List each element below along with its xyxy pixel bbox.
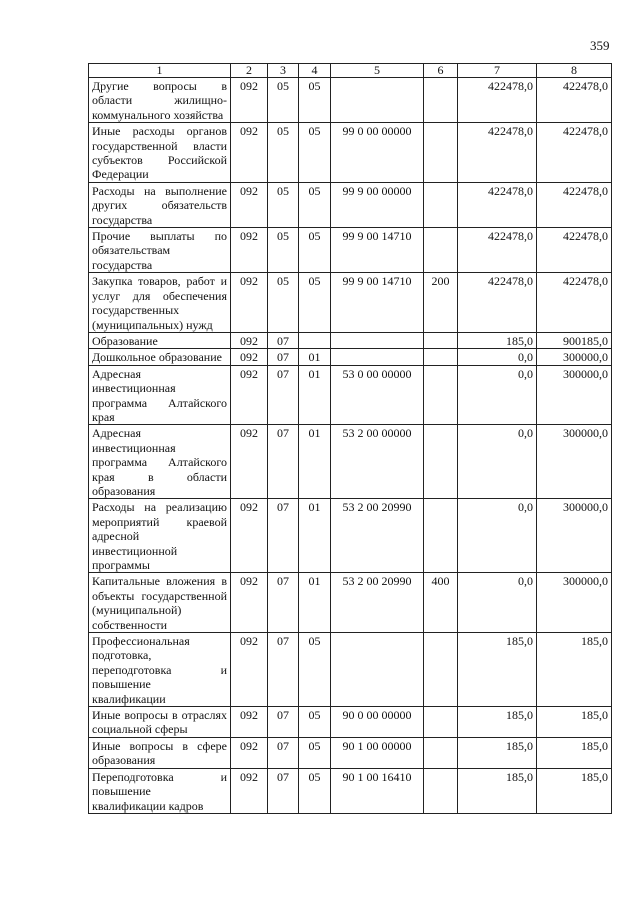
admin-code-cell: 092 <box>231 182 268 227</box>
table-row <box>89 707 612 738</box>
subsection-code-cell: 05 <box>299 78 331 123</box>
section-code-cell: 07 <box>268 707 299 738</box>
amount-col7-cell: 0,0 <box>458 425 537 499</box>
target-article-cell <box>331 349 424 365</box>
amount-col7-cell: 185,0 <box>458 633 537 707</box>
table-row <box>89 332 612 348</box>
admin-code-cell: 092 <box>231 123 268 183</box>
target-article-cell: 99 9 00 00000 <box>331 182 424 227</box>
amount-col8-cell: 422478,0 <box>537 78 612 123</box>
table-row <box>89 768 612 813</box>
column-header: 3 <box>268 64 299 78</box>
table-row <box>89 228 612 273</box>
column-header: 1 <box>89 64 231 78</box>
subsection-code-cell: 05 <box>299 123 331 183</box>
subsection-code-cell: 05 <box>299 633 331 707</box>
row-name-cell: Адресная инвестиционная программа Алтайского края <box>89 365 231 425</box>
section-code-cell: 07 <box>268 768 299 813</box>
table-row <box>89 737 612 768</box>
target-article-cell: 99 0 00 00000 <box>331 123 424 183</box>
admin-code-cell: 092 <box>231 425 268 499</box>
amount-col7-cell: 0,0 <box>458 349 537 365</box>
admin-code-cell: 092 <box>231 228 268 273</box>
section-code-cell: 07 <box>268 365 299 425</box>
admin-code-cell: 092 <box>231 768 268 813</box>
subsection-code-cell: 05 <box>299 228 331 273</box>
section-code-cell: 05 <box>268 228 299 273</box>
expense-type-cell <box>424 332 458 348</box>
target-article-cell <box>331 332 424 348</box>
column-header: 5 <box>331 64 424 78</box>
admin-code-cell: 092 <box>231 499 268 573</box>
section-code-cell: 07 <box>268 573 299 633</box>
expense-type-cell <box>424 123 458 183</box>
amount-col7-cell: 0,0 <box>458 499 537 573</box>
amount-col8-cell: 422478,0 <box>537 273 612 333</box>
amount-col8-cell: 422478,0 <box>537 182 612 227</box>
table-row <box>89 123 612 183</box>
amount-col7-cell: 422478,0 <box>458 273 537 333</box>
amount-col7-cell: 185,0 <box>458 737 537 768</box>
row-name-cell: Прочие выплаты по обязательствам государства <box>89 228 231 273</box>
row-name-cell: Капитальные вложения в объекты государственной (муниципальной) собственности <box>89 573 231 633</box>
amount-col8-cell: 300000,0 <box>537 573 612 633</box>
section-code-cell: 05 <box>268 78 299 123</box>
expense-type-cell <box>424 768 458 813</box>
table-row <box>89 573 612 633</box>
target-article-cell: 90 1 00 00000 <box>331 737 424 768</box>
table-row <box>89 78 612 123</box>
row-name-cell: Иные вопросы в сфере образования <box>89 737 231 768</box>
section-code-cell: 07 <box>268 425 299 499</box>
subsection-code-cell: 05 <box>299 737 331 768</box>
table-header-row <box>89 64 612 78</box>
target-article-cell: 90 0 00 00000 <box>331 707 424 738</box>
expense-type-cell: 200 <box>424 273 458 333</box>
table-row <box>89 425 612 499</box>
row-name-cell: Адресная инвестиционная программа Алтайского края в области образования <box>89 425 231 499</box>
target-article-cell <box>331 78 424 123</box>
amount-col8-cell: 300000,0 <box>537 365 612 425</box>
subsection-code-cell: 05 <box>299 182 331 227</box>
amount-col8-cell: 185,0 <box>537 633 612 707</box>
amount-col7-cell: 0,0 <box>458 573 537 633</box>
subsection-code-cell: 05 <box>299 707 331 738</box>
expense-type-cell <box>424 499 458 573</box>
row-name-cell: Иные вопросы в отраслях социальной сферы <box>89 707 231 738</box>
subsection-code-cell: 01 <box>299 573 331 633</box>
amount-col8-cell: 300000,0 <box>537 425 612 499</box>
table-row <box>89 349 612 365</box>
expense-type-cell <box>424 633 458 707</box>
target-article-cell: 53 0 00 00000 <box>331 365 424 425</box>
target-article-cell <box>331 633 424 707</box>
section-code-cell: 07 <box>268 737 299 768</box>
subsection-code-cell: 05 <box>299 768 331 813</box>
amount-col8-cell: 185,0 <box>537 768 612 813</box>
section-code-cell: 07 <box>268 633 299 707</box>
column-header: 8 <box>537 64 612 78</box>
section-code-cell: 07 <box>268 332 299 348</box>
row-name-cell: Переподготовка и повышение квалификации кадров <box>89 768 231 813</box>
row-name-cell: Иные расходы органов государственной власти субъектов Российской Федерации <box>89 123 231 183</box>
expense-type-cell <box>424 349 458 365</box>
amount-col7-cell: 422478,0 <box>458 78 537 123</box>
section-code-cell: 05 <box>268 273 299 333</box>
table-row <box>89 273 612 333</box>
section-code-cell: 07 <box>268 499 299 573</box>
amount-col8-cell: 422478,0 <box>537 123 612 183</box>
amount-col7-cell: 185,0 <box>458 707 537 738</box>
admin-code-cell: 092 <box>231 365 268 425</box>
expense-type-cell: 400 <box>424 573 458 633</box>
table-row <box>89 633 612 707</box>
section-code-cell: 07 <box>268 349 299 365</box>
row-name-cell: Другие вопросы в области жилищно-коммунального хозяйства <box>89 78 231 123</box>
admin-code-cell: 092 <box>231 737 268 768</box>
amount-col8-cell: 185,0 <box>537 707 612 738</box>
amount-col8-cell: 422478,0 <box>537 228 612 273</box>
amount-col7-cell: 422478,0 <box>458 182 537 227</box>
target-article-cell: 53 2 00 20990 <box>331 573 424 633</box>
admin-code-cell: 092 <box>231 707 268 738</box>
amount-col7-cell: 422478,0 <box>458 228 537 273</box>
amount-col8-cell: 300000,0 <box>537 499 612 573</box>
row-name-cell: Расходы на реализацию мероприятий краевой адресной инвестиционной программы <box>89 499 231 573</box>
expense-type-cell <box>424 707 458 738</box>
expense-type-cell <box>424 228 458 273</box>
expense-type-cell <box>424 182 458 227</box>
budget-table <box>88 63 612 814</box>
admin-code-cell: 092 <box>231 573 268 633</box>
section-code-cell: 05 <box>268 123 299 183</box>
expense-type-cell <box>424 425 458 499</box>
amount-col7-cell: 0,0 <box>458 365 537 425</box>
amount-col8-cell: 185,0 <box>537 737 612 768</box>
column-header: 2 <box>231 64 268 78</box>
target-article-cell: 99 9 00 14710 <box>331 273 424 333</box>
table-row <box>89 182 612 227</box>
page-number: 359 <box>590 38 610 53</box>
admin-code-cell: 092 <box>231 332 268 348</box>
amount-col7-cell: 185,0 <box>458 768 537 813</box>
target-article-cell: 99 9 00 14710 <box>331 228 424 273</box>
column-header: 4 <box>299 64 331 78</box>
section-code-cell: 05 <box>268 182 299 227</box>
admin-code-cell: 092 <box>231 78 268 123</box>
admin-code-cell: 092 <box>231 349 268 365</box>
column-header: 7 <box>458 64 537 78</box>
amount-col7-cell: 422478,0 <box>458 123 537 183</box>
target-article-cell: 90 1 00 16410 <box>331 768 424 813</box>
target-article-cell: 53 2 00 20990 <box>331 499 424 573</box>
table-row <box>89 499 612 573</box>
expense-type-cell <box>424 365 458 425</box>
subsection-code-cell: 01 <box>299 365 331 425</box>
subsection-code-cell: 01 <box>299 349 331 365</box>
row-name-cell: Образование <box>89 332 231 348</box>
admin-code-cell: 092 <box>231 273 268 333</box>
column-header: 6 <box>424 64 458 78</box>
row-name-cell: Закупка товаров, работ и услуг для обеспечения государственных (муниципальных) нужд <box>89 273 231 333</box>
expense-type-cell <box>424 78 458 123</box>
row-name-cell: Дошкольное образование <box>89 349 231 365</box>
row-name-cell: Профессиональная подготовка, переподготовка и повышение квалификации <box>89 633 231 707</box>
subsection-code-cell: 05 <box>299 273 331 333</box>
table-row <box>89 365 612 425</box>
row-name-cell: Расходы на выполнение других обязательств государства <box>89 182 231 227</box>
amount-col8-cell: 900185,0 <box>537 332 612 348</box>
subsection-code-cell: 01 <box>299 425 331 499</box>
subsection-code-cell: 01 <box>299 499 331 573</box>
amount-col7-cell: 185,0 <box>458 332 537 348</box>
target-article-cell: 53 2 00 00000 <box>331 425 424 499</box>
admin-code-cell: 092 <box>231 633 268 707</box>
amount-col8-cell: 300000,0 <box>537 349 612 365</box>
subsection-code-cell <box>299 332 331 348</box>
expense-type-cell <box>424 737 458 768</box>
